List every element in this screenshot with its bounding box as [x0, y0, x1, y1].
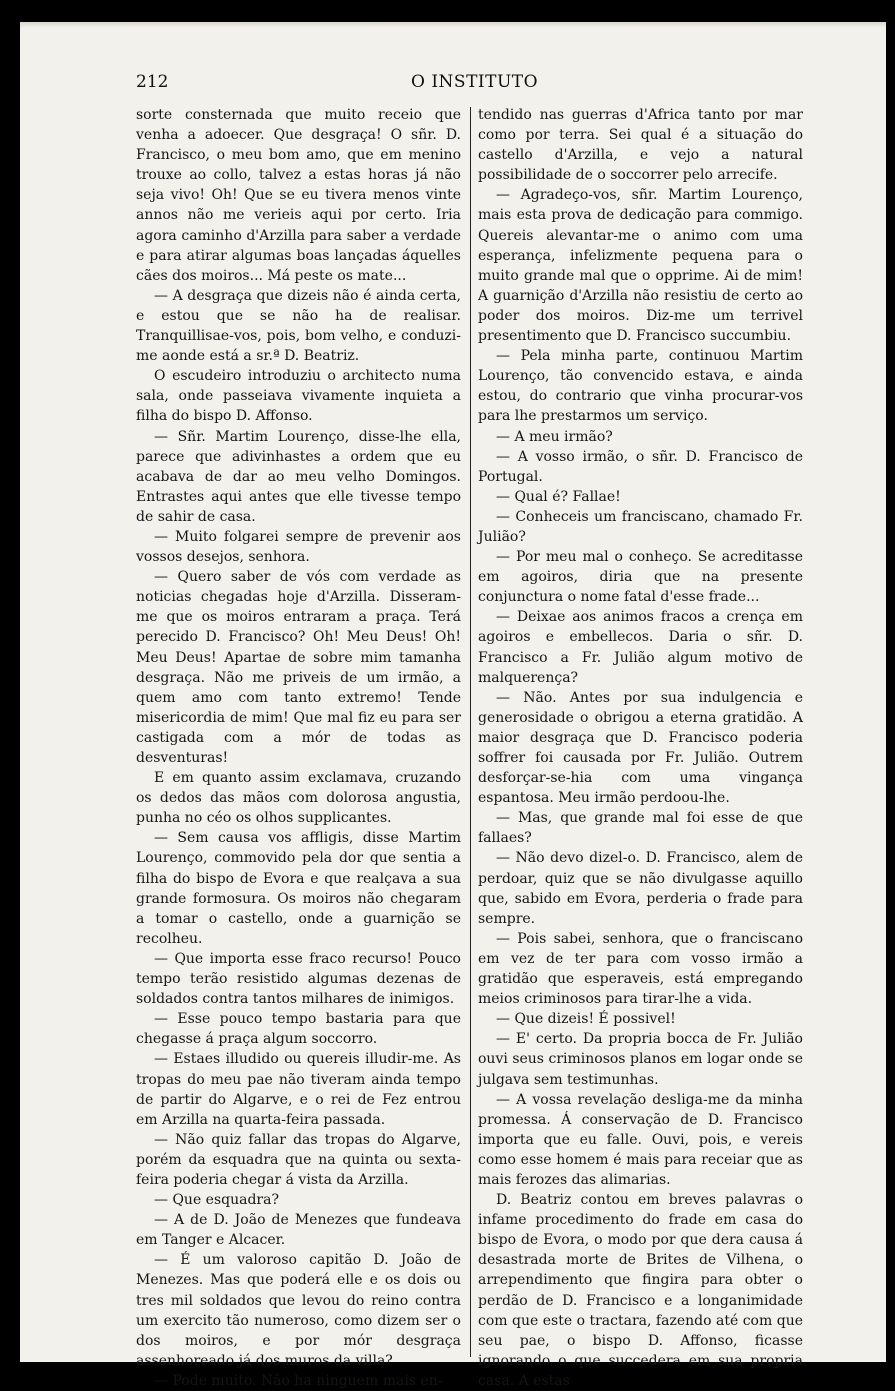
paragraph: — Sñr. Martim Lourenço, disse-lhe ella, parece que adivinhastes a ordem que eu acabava de dar ao meu velho Domingos. Entrastes aqui antes que elle tivesse tempo de sahir de casa. [136, 428, 461, 525]
paragraph: — Não. Antes por sua indulgencia e generosidade o obrigou a eterna gratidão. A maior desgraça que D. Francisco poderia soffrer foi causada por Fr. Julião. Outrem desforçar-se-hia com uma vingança espantosa. Meu irmão perdoou-lhe. [478, 689, 803, 807]
paragraph: O escudeiro introduziu o architecto numa sala, onde passeiava vivamente inquieta a filha do bispo D. Affonso. [136, 368, 461, 425]
paragraph: — A de D. João de Menezes que fundeava em Tanger e Alcacer. [136, 1212, 461, 1249]
paragraph: — Pela minha parte, continuou Martim Lourenço, tão convencido estava, e ainda estou, do contrario que vinha procurar-vos para lhe prestarmos um serviço. [478, 348, 803, 425]
right-text-column [478, 105, 803, 1391]
paragraph: — A vosso irmão, o sñr. D. Francisco de Portugal. [478, 448, 803, 485]
paragraph: — Que dizeis! É possivel! [496, 1011, 676, 1028]
paragraph: — Esse pouco tempo bastaria para que chegasse á praça algum soccorro. [136, 1011, 461, 1048]
paragraph: D. Beatriz contou em breves palavras o infame procedimento do frade em casa do bispo de Evora, o modo por que dera causa á desastrada morte de Brites de Vilhena, o arrependimento que fingira para obter o perdão de D. Francisco e a longanimidade com que este o tractara, fazendo até com que seu pae, o bispo D. Affonso, ficasse ignorando o que succedera em sua propria casa. A estas [478, 1192, 803, 1389]
paragraph: sorte consternada que muito receio que venha a adoecer. Que desgraça! O sñr. D. Francisco, o meu bom amo, que em menino trouxe ao collo, talvez a estas horas já não seja vivo! Oh! Que se eu tivera menos vinte annos não me verieis aqui por certo. Iria agora caminho d'Arzilla para saber a verdade e para atirar algumas boas lançadas áquelles cães dos moiros... Má peste os mate... [136, 107, 461, 284]
paragraph: — Não quiz fallar das tropas do Algarve, porém da esquadra que na quinta ou sexta-feira poderia chegar á vista da Arzilla. [136, 1131, 461, 1188]
left-text-column [136, 105, 461, 1391]
paragraph: — Que importa esse fraco recurso! Pouco tempo terão resistido algumas dezenas de soldados contra tantos milhares de inimigos. [136, 950, 461, 1008]
paragraph: — Pois sabei, senhora, que o franciscano em vez de ter para com vosso irmão a gratidão que esperaveis, está empregando meios criminosos para tirar-lhe a vida. [478, 930, 803, 1008]
page-number: 212 [136, 72, 169, 92]
paragraph: — E' certo. Da propria bocca de Fr. Julião ouvi seus criminosos planos em logar onde se julgava sem testimunhas. [478, 1031, 803, 1088]
paragraph: — Agradeço-vos, sñr. Martim Lourenço, mais esta prova de dedicação para commigo. Quereis alevantar-me o animo com uma esperança, infelizmente pequena para o muito grande mal que o opprime. Ai de mim! A guarnição d'Arzilla não resistiu de certo ao poder dos moiros. Diz-me um terrivel presentimento que D. Francisco succumbiu. [478, 187, 803, 345]
paragraph: — Muito folgarei sempre de prevenir aos vossos desejos, senhora. [136, 528, 461, 566]
paragraph: — A vossa revelação desliga-me da minha promessa. Á conservação de D. Francisco importa que eu falle. Ouvi, pois, e vereis como esse homem é mais para receiar que as mais ferozes das alimarias. [478, 1091, 803, 1188]
paragraph: — A desgraça que dizeis não é ainda certa, e estou que se não ha de realisar. Tranquillisae-vos, pois, bom velho, e conduzi-me aonde está a sr.ª D. Beatriz. [136, 287, 461, 365]
paragraph: — Mas, que grande mal foi esse de que fallaes? [478, 810, 803, 847]
paragraph: — Estaes illudido ou quereis illudir-me. As tropas do meu pae não tiveram ainda tempo de partir do Algarve, e o rei de Fez entrou em Arzilla na quarta-feira passada. [136, 1051, 461, 1128]
paragraph: — Sem causa vos affligis, disse Martim Lourenço, commovido pela dor que sentia a filha do bispo de Evora e que realçava a sua grande formosura. Os moiros não chegaram a tomar o castello, onde a guarnição se recolheu. [136, 830, 461, 947]
book-page [20, 22, 886, 1389]
paragraph: E em quanto assim exclamava, cruzando os dedos das mãos com dolorosa angustia, punha no céo os olhos supplicantes. [136, 770, 461, 827]
paragraph: — É um valoroso capitão D. João de Menezes. Mas que poderá elle e os dois ou tres mil soldados que levou do reino contra um exercito tão numeroso, como dizem ser o dos moiros, e por mór desgraça assenhoreado já dos muros da villa? [136, 1252, 461, 1369]
paragraph: — Conheceis um franciscano, chamado Fr. Julião? [478, 508, 803, 545]
running-title: O INSTITUTO [411, 72, 539, 92]
paragraph: — Por meu mal o conheço. Se acreditasse em agoiros, diria que na presente conjunctura o nome fatal d'esse frade... [478, 549, 803, 606]
paragraph: — Não devo dizel-o. D. Francisco, alem de perdoar, quiz que se não divulgasse aquillo que, sabido em Evora, perderia o frade para sempre. [478, 850, 803, 927]
paragraph: — Deixae aos animos fracos a crença em agoiros e embellecos. Daria o sñr. D. Francisco a Fr. Julião algum motivo de malquerença? [478, 609, 803, 686]
paragraph: — A meu irmão? [496, 428, 613, 445]
paragraph: — Quero saber de vós com verdade as noticias chegadas hoje d'Arzilla. Disseram-me que os moiros entraram a praça. Terá perecido D. Francisco? Oh! Meu Deus! Oh! Meu Deus! Apartae de sobre mim tamanha desgraça. Não me priveis de um irmão, a quem amo com tanto extremo! Tende misericordia de mim! Que mal fiz eu para ser castigada com a mór de todas as desventuras! [136, 569, 461, 766]
paragraph: — Que esquadra? [154, 1192, 279, 1209]
paragraph: tendido nas guerras d'Africa tanto por mar como por terra. Sei qual é a situação do castello d'Arzilla, e vejo a natural possibilidade de o soccorrer pelo arrecife. [478, 107, 803, 184]
paragraph: — Pode muito. Não ha ninguem mais en- [154, 1372, 443, 1389]
column-divider [470, 107, 471, 1357]
paragraph: — Qual é? Fallae! [496, 488, 621, 505]
